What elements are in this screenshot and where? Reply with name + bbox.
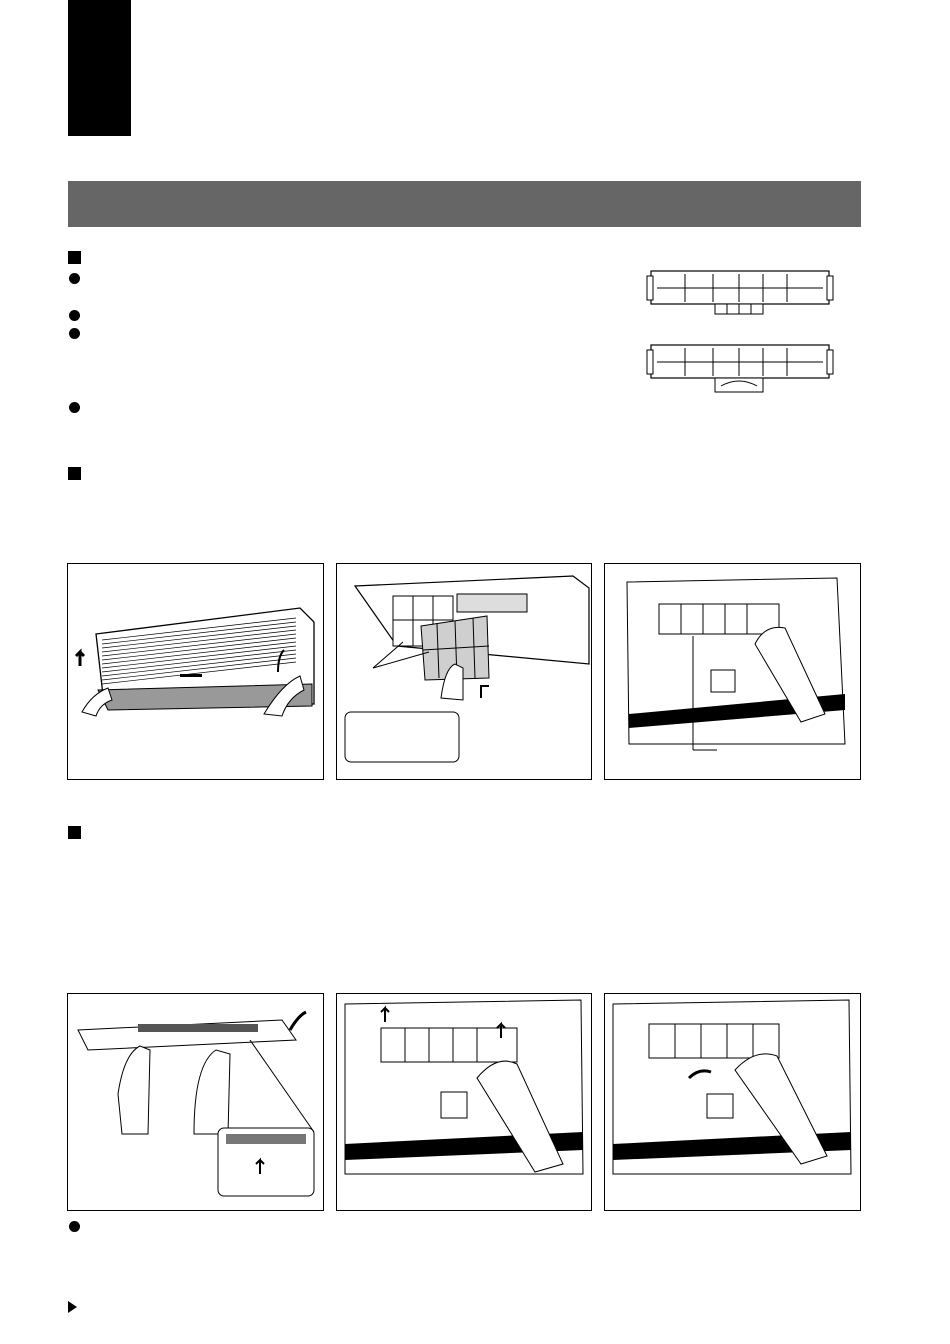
- square-bullet-icon: [68, 251, 81, 264]
- illustration-hold-filter: [67, 993, 324, 1211]
- filter-diagram-2: [645, 342, 835, 396]
- round-bullet-icon: [69, 1221, 80, 1232]
- section-title-bar: [68, 181, 861, 227]
- square-bullet-icon: [68, 826, 81, 839]
- round-bullet-icon: [69, 328, 80, 339]
- round-bullet-icon: [69, 273, 80, 284]
- round-bullet-icon: [69, 402, 80, 413]
- illustration-reinsert-filter: [336, 993, 592, 1211]
- header-tab: [68, 0, 131, 136]
- illustration-open-front-panel: [67, 563, 324, 780]
- illustration-pull-filter: [604, 563, 861, 780]
- square-bullet-icon: [68, 467, 81, 480]
- round-bullet-icon: [69, 310, 80, 321]
- illustration-lock-filter: [604, 993, 861, 1211]
- illustration-remove-filter: [336, 563, 592, 780]
- arrow-right-icon: [68, 1301, 77, 1313]
- filter-diagram-1: [645, 268, 835, 318]
